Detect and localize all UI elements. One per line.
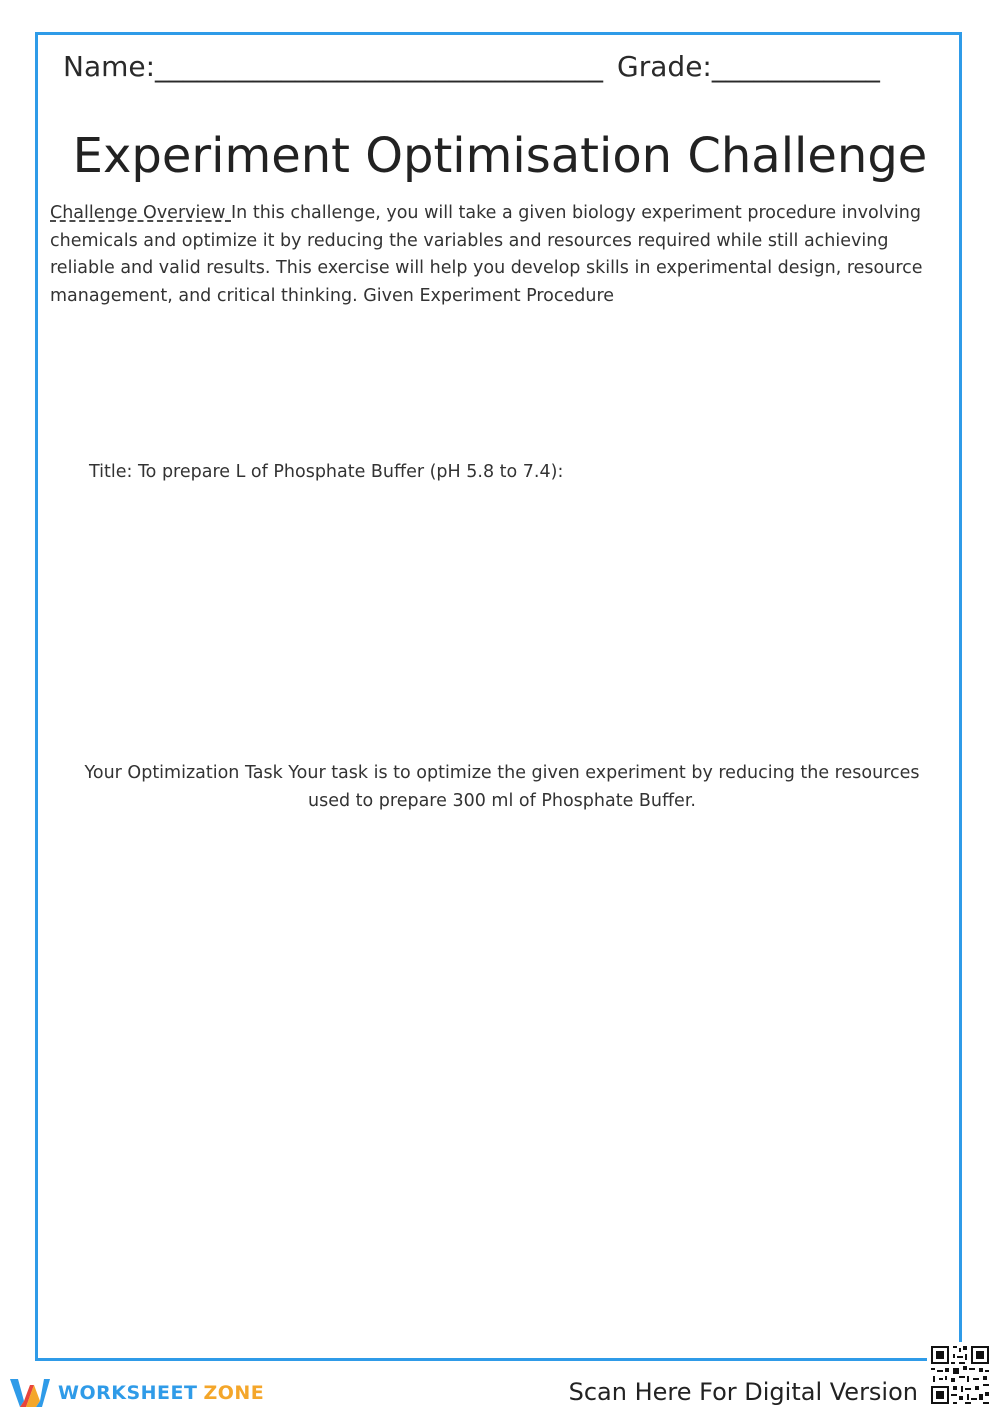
name-field-label[interactable]: Name:________________________________ — [63, 50, 604, 83]
brand-word-zone: ZONE — [203, 1382, 265, 1404]
brand-name — [58, 1382, 264, 1404]
procedure-title: Title: To prepare L of Phosphate Buffer (pH 5.8 to 7.4): — [89, 462, 564, 482]
student-info-line — [63, 50, 880, 83]
challenge-overview-text: In this challenge, you will take a given biology experiment procedure involving chemicals and optimize it by reducing the variables and resources required while still achieving reliable and valid results. This exercise will help you develop skills in experimental design, resource management, and critical thinking. Given Experiment Procedure — [50, 203, 923, 306]
worksheetzone-logo-icon — [10, 1377, 50, 1409]
page-title: Experiment Optimisation Challenge — [72, 128, 928, 184]
qr-code-icon[interactable] — [927, 1342, 993, 1408]
challenge-overview — [50, 200, 955, 310]
brand-word-worksheet: WORKSHEET — [58, 1382, 198, 1404]
challenge-overview-label: Challenge Overview — [50, 203, 232, 223]
optimization-task: Your Optimization Task Your task is to optimize the given experiment by reducing the resources used to prepare 300 ml of Phosphate Buffer. — [84, 763, 920, 811]
grade-field-label[interactable]: Grade:____________ — [617, 50, 880, 83]
brand-logo[interactable] — [10, 1375, 264, 1411]
scan-instruction: Scan Here For Digital Version — [568, 1378, 918, 1406]
